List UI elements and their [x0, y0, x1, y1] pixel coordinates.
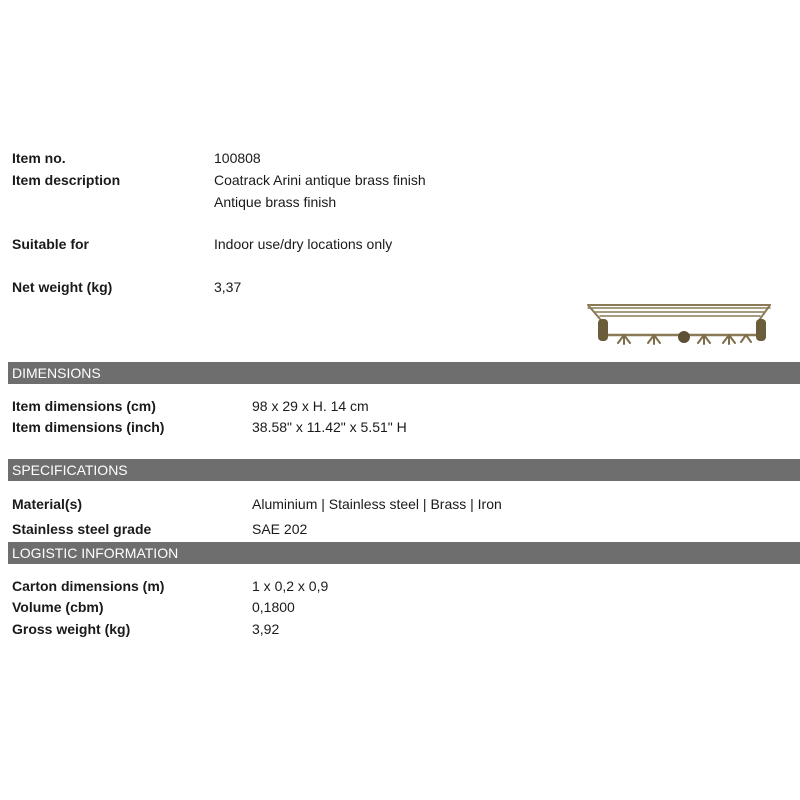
- item-dimensions-cm-label: Item dimensions (cm): [12, 398, 156, 414]
- stainless-steel-grade-label: Stainless steel grade: [12, 521, 152, 537]
- item-description-line2: Antique brass finish: [214, 194, 337, 210]
- suitable-for-label: Suitable for: [12, 236, 90, 252]
- coat-rack-image: [584, 297, 774, 357]
- gross-weight-label: Gross weight (kg): [12, 621, 131, 637]
- net-weight-label: Net weight (kg): [12, 279, 113, 295]
- carton-dimensions-value: 1 x 0,2 x 0,9: [252, 578, 329, 594]
- specifications-section-header: SPECIFICATIONS: [8, 459, 800, 481]
- volume-value: 0,1800: [252, 599, 295, 615]
- logistic-section-header: LOGISTIC INFORMATION: [8, 542, 800, 564]
- item-dimensions-inch-value: 38.58" x 11.42" x 5.51" H: [252, 419, 407, 435]
- item-dimensions-inch-label: Item dimensions (inch): [12, 419, 165, 435]
- item-dimensions-cm-value: 98 x 29 x H. 14 cm: [252, 398, 369, 414]
- net-weight-value: 3,37: [214, 279, 242, 295]
- materials-value: Aluminium | Stainless steel | Brass | Iron: [252, 496, 502, 512]
- dimensions-section-header: DIMENSIONS: [8, 362, 800, 384]
- volume-label: Volume (cbm): [12, 599, 104, 615]
- gross-weight-value: 3,92: [252, 621, 280, 637]
- carton-dimensions-label: Carton dimensions (m): [12, 578, 165, 594]
- item-no-label: Item no.: [12, 150, 66, 166]
- suitable-for-value: Indoor use/dry locations only: [214, 236, 393, 252]
- item-no-value: 100808: [214, 150, 261, 166]
- item-description-label: Item description: [12, 172, 121, 188]
- item-description-line1: Coatrack Arini antique brass finish: [214, 172, 426, 188]
- stainless-steel-grade-value: SAE 202: [252, 521, 308, 537]
- materials-label: Material(s): [12, 496, 83, 512]
